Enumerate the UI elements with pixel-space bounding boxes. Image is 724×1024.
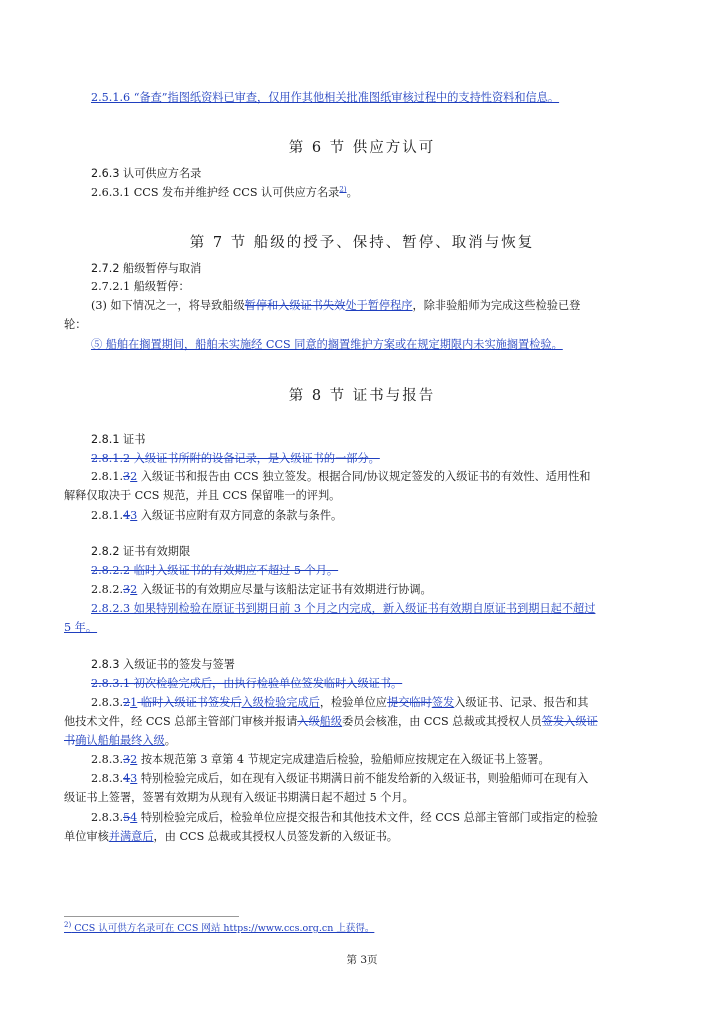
subsection-2-6-3: 2.6.3 认可供应方名录 <box>91 167 202 180</box>
item-5-inserted: ⑤ 船舶在搁置期间，船舶未实施经 CCS 同意的搁置维护方案或在规定期限内未实施搁置检验。 <box>91 338 563 351</box>
section-8-heading: 第 8 节 证书与报告 <box>288 388 436 404</box>
clause-2-8-3-5-cont: 单位审核并满意后，由 CCS 总裁或其授权人员签发新的入级证书。 <box>64 830 398 843</box>
clause-2-8-3-2-cont: 他技术文件，经 CCS 总部主管部门审核并报请入级船级委员会核准，由 CCS 总裁或其授权人员签发入级证 <box>64 715 598 728</box>
clause-2-7-2-1: 2.7.2.1 船级暂停： <box>91 280 190 293</box>
clause-2-8-2-3: 2.8.2.32 入级证书的有效期应尽量与该船法定证书有效期进行协调。 <box>91 583 432 596</box>
clause-2-5-1-6: 2.5.1.6 “备查”指图纸资料已审查，仅用作其他相关批准图纸审核过程中的支持性资料和信息。 <box>91 91 560 104</box>
clause-2-6-3-1: 2.6.3.1 CCS 发布并维护经 CCS 认可供应方名录$^{2)}$。 <box>91 185 358 199</box>
clause-2-8-1-3: 2.8.1.32 入级证书和报告由 CCS 独立签发。根据合同/协议规定签发的入级证书的有效性、适用性和 <box>91 470 591 483</box>
subsection-2-8-2: 2.8.2 证书有效期限 <box>91 545 191 558</box>
clause-2-8-2-3-inserted: 2.8.2.3 如果特别检验在原证书到期日前 3 个月之内完成，新入级证书有效期自原证书到期日起不超过 <box>91 602 596 615</box>
clause-2-8-3-1-deleted: 2.8.3.1 初次检验完成后，由执行检验单位签发临时入级证书。 <box>91 677 403 690</box>
footnote-ref: 2) <box>339 185 347 194</box>
item-3: (3) 如下情况之一，将导致船级暂停和入级证书失效处于暂停程序，除非验船师为完成这些检验已登 <box>91 299 581 312</box>
subsection-2-8-1: 2.8.1 证书 <box>91 433 146 446</box>
section-6-heading: 第 6 节 供应方认可 <box>288 140 436 156</box>
clause-2-8-1-3-cont: 解释仅取决于 CCS 规范，并且 CCS 保留唯一的评判。 <box>64 489 341 502</box>
item-3-cont: 轮： <box>64 318 87 331</box>
clause-2-8-3-2-cont2: 书确认船舶最终入级。 <box>64 734 176 747</box>
clause-2-8-1-4: 2.8.1.43 入级证书应附有双方同意的条款与条件。 <box>91 509 343 522</box>
clause-2-8-3-4: 2.8.3.43 特别检验完成后，如在现有入级证书期满日前不能发给新的入级证书，则验船师可在现有入 <box>91 772 589 785</box>
footnote-separator <box>64 916 239 917</box>
page-number: 第 3页 <box>346 954 378 966</box>
clause-2-8-3-3: 2.8.3.32 按本规范第 3 章第 4 节规定完成建造后检验，验船师应按规定在入级证书上签署。 <box>91 753 550 766</box>
clause-2-8-3-5: 2.8.3.54 特别检验完成后，检验单位应提交报告和其他技术文件，经 CCS 总部主管部门或指定的检验 <box>91 811 598 824</box>
clause-2-8-2-3-inserted-cont: 5 年。 <box>64 621 98 634</box>
subsection-2-8-3: 2.8.3 入级证书的签发与签署 <box>91 658 235 671</box>
clause-2-8-1-2-deleted: 2.8.1.2 入级证书所附的设备记录，是入级证书的一部分。 <box>91 452 380 465</box>
footnote: $^{2)}$ CCS 认可供方名录可在 CCS 网站 https://www.ccs.org.cn 上获得。 <box>64 920 375 934</box>
subsection-2-7-2: 2.7.2 船级暂停与取消 <box>91 262 202 275</box>
clause-2-8-2-2-deleted: 2.8.2.2 临时入级证书的有效期应不超过 5 个月。 <box>91 564 339 577</box>
clause-2-8-3-2: 2.8.3.21 临时入级证书签发后入级检验完成后，检验单位应提交临时签发入级证书、记录、报告和其 <box>91 696 589 709</box>
clause-2-8-3-4-cont: 级证书上签署，签署有效期为从现有入级证书期满日起不超过 5 个月。 <box>64 791 414 804</box>
section-7-heading: 第 7 节 船级的授予、保持、暂停、取消与恢复 <box>189 235 535 251</box>
